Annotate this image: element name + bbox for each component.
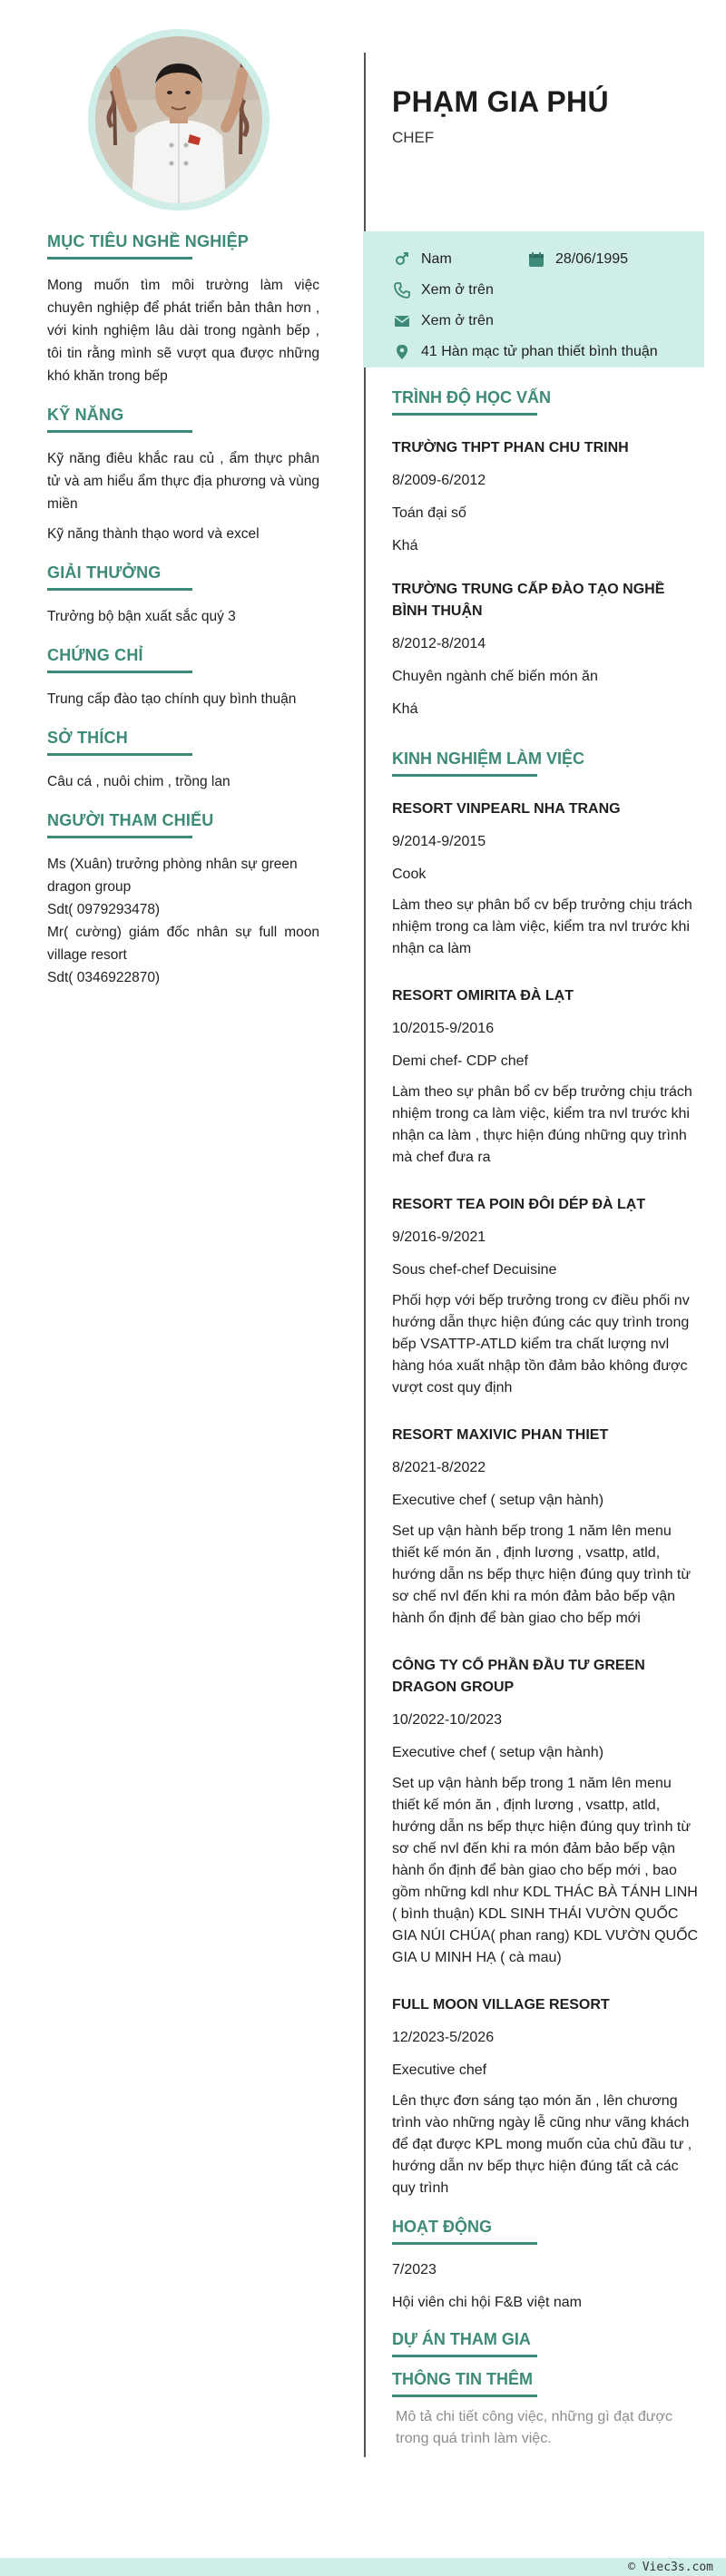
reference-line: Ms (Xuân) trưởng phòng nhân sự green dragon group: [47, 857, 298, 895]
experience-entry: [392, 1425, 701, 1630]
dob-text: 28/06/1995: [555, 251, 629, 267]
email-text[interactable]: Xem ở trên: [421, 313, 494, 328]
envelope-icon: [394, 313, 410, 329]
experience-section: [392, 749, 701, 2199]
company-name: RESORT OMIRITA ĐÀ LẠT: [392, 988, 574, 1004]
contact-row-email: [394, 306, 704, 337]
experience-position: Executive chef ( setup vận hành): [392, 1493, 604, 1508]
left-sections: [47, 232, 319, 1007]
gender-text: Nam: [421, 251, 452, 267]
contact-row-address: [394, 337, 704, 367]
reference-line: Sdt( 0346922870): [47, 970, 161, 985]
experience-entry: [392, 985, 701, 1169]
school-name: TRƯỜNG TRUNG CẤP ĐÀO TẠO NGHỀ BÌNH THUẬN: [392, 582, 665, 619]
awards-title: GIẢI THƯỞNG: [47, 563, 192, 591]
experience-position: Executive chef: [392, 2062, 487, 2078]
skills-title: KỸ NĂNG: [47, 406, 192, 433]
projects-title: DỰ ÁN THAM GIA: [392, 2330, 537, 2357]
extra-title: THÔNG TIN THÊM: [392, 2370, 537, 2397]
hobbies-title: SỞ THÍCH: [47, 729, 192, 756]
experience-period: 9/2016-9/2021: [392, 1229, 486, 1245]
column-divider: [364, 53, 366, 2457]
experience-period: 9/2014-9/2015: [392, 834, 486, 849]
hobbies-text: Câu cá , nuôi chim , trồng lan: [47, 774, 231, 789]
experience-entry: [392, 1655, 701, 1969]
objective-title: MỤC TIÊU NGHỀ NGHIỆP: [47, 232, 192, 260]
candidate-name: PHẠM GIA PHÚ: [392, 85, 609, 118]
address-text: 41 Hàn mạc tử phan thiết bình thuận: [421, 344, 658, 359]
certificates-section: [47, 646, 319, 710]
phone-icon: [394, 282, 410, 299]
experience-period: 12/2023-5/2026: [392, 2030, 495, 2045]
activity-text: Hội viên chi hội F&B việt nam: [392, 2295, 582, 2310]
activities-section: [392, 2218, 701, 2314]
education-grade: Khá: [392, 701, 418, 717]
objective-text: Mong muốn tìm môi trường làm việc chuyên nghiệp để phát triển bản thân hơn , với kinh nghiệm lâu dài trong ngành bếp , tôi tin rằng mình sẽ vượt qua được những khó khăn trong bếp: [47, 278, 319, 384]
chef-photo: [95, 36, 262, 203]
right-sections: [392, 388, 701, 2450]
contact-row-gender-dob: [394, 244, 704, 275]
skill-item: Kỹ năng thành thạo word và excel: [47, 526, 260, 542]
calendar-icon: [528, 251, 544, 268]
experience-description: Phối hợp với bếp trưởng trong cv điều phối nv hướng dẫn thực hiện đúng các quy trình trong bếp VSATTP-ATLD kiểm tra chất lượng nvl hàng hóa xuất nhập tồn đảm bảo không được vượt cost quy định: [392, 1293, 690, 1396]
experience-description: Lên thực đơn sáng tạo món ăn , lên chương trình vào những ngày lễ cũng như vãng khách để đạt được KPL mong muốn của chủ đầu tư , hướng dẫn nv bếp thực hiện đúng tất cả các quy trình: [392, 2093, 692, 2196]
contact-panel: [363, 231, 704, 367]
experience-description: Set up vận hành bếp trong 1 năm lên menu thiết kế món ăn , định lương , vsattp, atld, hướng dẫn ns bếp thực hiện đúng quy trình từ sơ chế nvl đến khi ra món đảm bảo bếp vận hành ổn định để bàn giao cho bếp mới , bao gồm những kdl như KDL THÁC BÀ TÁNH LINH ( bình thuận) KDL SINH THÁI VƯỜN QUỐC GIA NÚI CHÚA( phan rang) KDL VƯỜN QUỐC GIA U MINH HẠ ( cà mau): [392, 1776, 699, 1965]
certificates-text: Trung cấp đào tạo chính quy bình thuận: [47, 691, 297, 707]
experience-title: KINH NGHIỆM LÀM VIỆC: [392, 749, 537, 777]
experience-description: Làm theo sự phân bổ cv bếp trưởng chịu trách nhiệm trong ca làm việc, kiểm tra nvl trước khi nhận ca làm , thực hiện đúng những quy trình mà chef đưa ra: [392, 1084, 692, 1165]
education-period: 8/2012-8/2014: [392, 636, 486, 651]
experience-period: 8/2021-8/2022: [392, 1460, 486, 1475]
experience-entry: [392, 1994, 701, 2199]
school-name: TRƯỜNG THPT PHAN CHU TRINH: [392, 440, 629, 455]
education-section: [392, 388, 701, 720]
extra-text: Mô tả chi tiết công việc, những gì đạt được trong quá trình làm việc.: [396, 2409, 672, 2446]
projects-section: [392, 2330, 701, 2357]
awards-section: [47, 563, 319, 628]
education-entry: [392, 579, 701, 720]
contact-row-phone: [394, 275, 704, 306]
experience-position: Sous chef-chef Decuisine: [392, 1262, 557, 1278]
education-period: 8/2009-6/2012: [392, 473, 486, 488]
company-name: RESORT TEA POIN ĐÔI DÉP ĐÀ LẠT: [392, 1197, 646, 1212]
company-name: CÔNG TY CỔ PHẦN ĐẦU TƯ GREEN DRAGON GROUP: [392, 1658, 645, 1695]
hobbies-section: [47, 729, 319, 793]
experience-entry: [392, 1194, 701, 1399]
reference-line: Mr( cường) giám đốc nhân sự full moon village resort: [47, 925, 319, 963]
footer-copyright[interactable]: © Viec3s.com: [628, 2561, 713, 2574]
education-major: Chuyên ngành chế biến món ăn: [392, 669, 598, 684]
experience-period: 10/2022-10/2023: [392, 1712, 502, 1728]
company-name: RESORT MAXIVIC PHAN THIET: [392, 1427, 609, 1443]
experience-entry: [392, 798, 701, 960]
education-grade: Khá: [392, 538, 418, 553]
references-section: [47, 811, 319, 989]
activity-period: 7/2023: [392, 2262, 437, 2277]
experience-period: 10/2015-9/2016: [392, 1021, 495, 1036]
experience-position: Cook: [392, 867, 427, 882]
avatar: [95, 36, 262, 203]
candidate-role: CHEF: [392, 129, 435, 146]
experience-position: Executive chef ( setup vận hành): [392, 1745, 604, 1760]
experience-description: Set up vận hành bếp trong 1 năm lên menu thiết kế món ăn , định lương , vsattp, atld, hướng dẫn ns bếp thực hiện đúng quy trình từ sơ chế nvl đến khi ra món đảm bảo bếp vận hành ổn định để bàn giao cho bếp mới: [392, 1523, 692, 1626]
footer-bar: [0, 2558, 726, 2576]
gender-icon: [394, 251, 410, 268]
references-title: NGƯỜI THAM CHIẾU: [47, 811, 192, 838]
phone-text[interactable]: Xem ở trên: [421, 282, 494, 298]
objective-section: [47, 232, 319, 387]
company-name: RESORT VINPEARL NHA TRANG: [392, 801, 621, 817]
awards-text: Trưởng bộ bận xuất sắc quý 3: [47, 609, 236, 624]
reference-line: Sdt( 0979293478): [47, 902, 161, 917]
extra-section: [392, 2370, 701, 2450]
avatar-frame: [88, 29, 270, 211]
education-major: Toán đại số: [392, 505, 466, 521]
education-entry: [392, 437, 701, 557]
company-name: FULL MOON VILLAGE RESORT: [392, 1997, 610, 2013]
experience-description: Làm theo sự phân bổ cv bếp trưởng chịu trách nhiệm trong ca làm việc, kiểm tra nvl trước khi nhận ca làm: [392, 897, 692, 956]
location-pin-icon: [394, 344, 410, 360]
activities-title: HOẠT ĐỘNG: [392, 2218, 537, 2245]
experience-position: Demi chef- CDP chef: [392, 1053, 528, 1069]
skills-section: [47, 406, 319, 545]
certificates-title: CHỨNG CHỈ: [47, 646, 192, 673]
education-title: TRÌNH ĐỘ HỌC VẤN: [392, 388, 537, 416]
skill-item: Kỹ năng điêu khắc rau củ , ẩm thực phân tử và am hiểu ẩm thực địa phương và vùng miền: [47, 451, 319, 512]
